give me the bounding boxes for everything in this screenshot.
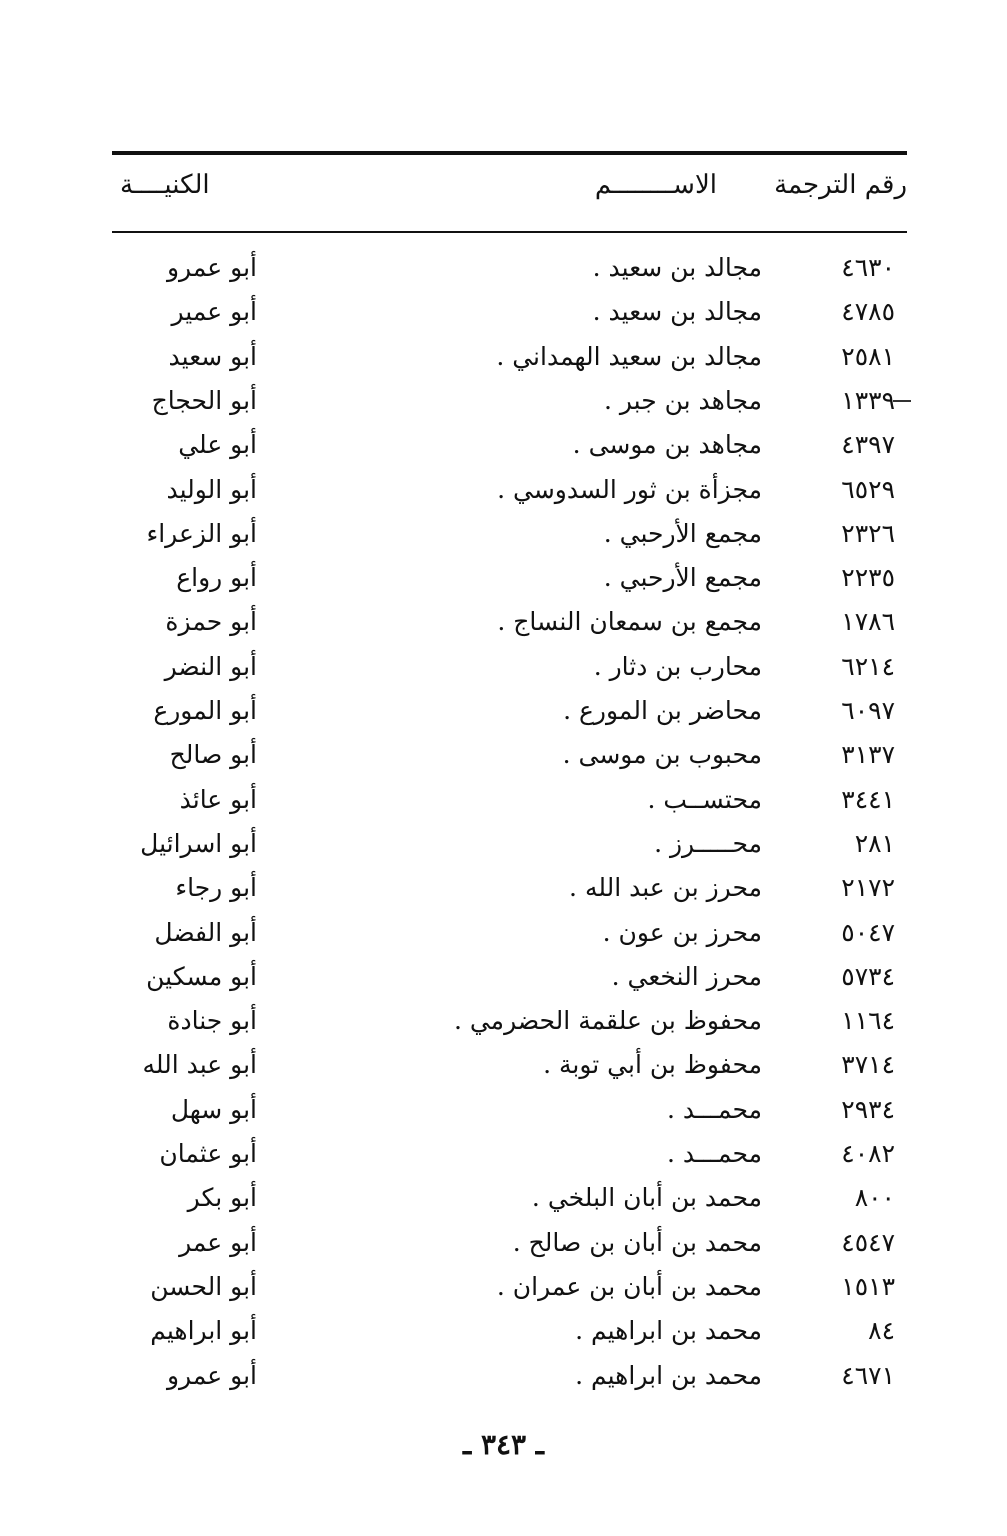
table-row — [0, 1309, 1007, 1353]
header-kunya: الكنيــــة — [120, 170, 210, 200]
entry-number: ٢١٧٢ — [841, 873, 895, 902]
entry-number: ٦٢١٤ — [841, 652, 895, 681]
entry-number: ٢٩٣٤ — [841, 1095, 895, 1124]
table-row — [0, 423, 1007, 467]
entry-kunya: أبو الوليد — [166, 475, 257, 504]
entry-name: محرز بن عبد الله . — [569, 873, 762, 902]
entry-name: محرز النخعي . — [611, 962, 762, 991]
entry-name: محمد بن أبان البلخي . — [531, 1183, 762, 1212]
table-row — [0, 1176, 1007, 1220]
entry-name: محمـــد . — [667, 1095, 762, 1124]
table-row — [0, 290, 1007, 334]
table-row — [0, 1043, 1007, 1087]
entry-kunya: أبو بكر — [187, 1183, 257, 1212]
table-row — [0, 246, 1007, 290]
entry-kunya: أبو الحجاج — [151, 386, 257, 415]
entry-name: مجالد بن سعيد . — [592, 253, 762, 282]
entry-number: ٣٤٤١ — [841, 785, 895, 814]
entry-number: ٢٢٣٥ — [841, 563, 895, 592]
entry-kunya: أبو عمرو — [166, 253, 257, 282]
entry-name: محـــــرز . — [654, 829, 762, 858]
entry-kunya: أبو عمر — [179, 1228, 257, 1257]
table-row — [0, 1221, 1007, 1265]
table-row — [0, 1088, 1007, 1132]
entry-name: مجاهد بن موسى . — [572, 430, 762, 459]
entry-name: مجزأة بن ثور السدوسي . — [497, 475, 762, 504]
table-row — [0, 468, 1007, 512]
entry-kunya: أبو سعيد — [168, 342, 257, 371]
entry-name: محمـــد . — [667, 1139, 762, 1168]
entry-number: ٤٣٩٧ — [841, 430, 895, 459]
entry-kunya: أبو سهل — [170, 1095, 257, 1124]
entry-name: محمد بن أبان بن عمران . — [496, 1272, 762, 1301]
table-row — [0, 689, 1007, 733]
table-row — [0, 556, 1007, 600]
entry-kunya: أبو المورع — [153, 696, 257, 725]
entry-number: ٨٤ — [868, 1316, 895, 1345]
entry-name: مجاهد بن جبر . — [603, 386, 762, 415]
entry-kunya: أبو ابراهيم — [150, 1316, 257, 1345]
entry-kunya: أبو رجاء — [175, 873, 257, 902]
entry-number: ٢٣٢٦ — [841, 519, 895, 548]
table-row — [0, 335, 1007, 379]
table-row — [0, 999, 1007, 1043]
entry-kunya: أبو عمرو — [166, 1361, 257, 1390]
entry-number: ١٣٣٩ — [841, 386, 895, 415]
table-row — [0, 379, 1007, 423]
entry-number: ٣٧١٤ — [841, 1050, 895, 1079]
entry-number: ٥٧٣٤ — [841, 962, 895, 991]
entry-kunya: أبو الزعراء — [146, 519, 257, 548]
entry-name: محفوظ بن أبي توبة . — [543, 1050, 762, 1079]
entry-number: ٢٨١ — [854, 829, 895, 858]
entry-name: مجمع الأرحبي . — [603, 563, 762, 592]
entry-name: مجمع بن سمعان النساج . — [497, 607, 762, 636]
table-row — [0, 911, 1007, 955]
entry-name: محمد بن ابراهيم . — [575, 1316, 762, 1345]
entry-name: مجالد بن سعيد الهمداني . — [496, 342, 762, 371]
entry-kunya: أبو حمزة — [165, 607, 257, 636]
entry-name: محمد بن أبان بن صالح . — [512, 1228, 762, 1257]
entry-number: ٤٠٨٢ — [841, 1139, 895, 1168]
entry-kunya: أبو عمير — [171, 297, 257, 326]
table-row — [0, 733, 1007, 777]
entry-kunya: أبو مسكين — [146, 962, 257, 991]
entry-kunya: أبو عبد الله — [142, 1050, 257, 1079]
page-number: ـ ٣٤٣ ـ — [462, 1428, 545, 1461]
entry-name: مجالد بن سعيد . — [592, 297, 762, 326]
entry-number: ١٥١٣ — [841, 1272, 895, 1301]
entry-number: ٢٥٨١ — [841, 342, 895, 371]
table-row — [0, 1132, 1007, 1176]
table-row — [0, 600, 1007, 644]
entry-number: ٨٠٠ — [854, 1183, 895, 1212]
entry-number: ٦٠٩٧ — [841, 696, 895, 725]
entry-kunya: أبو الفضل — [154, 918, 257, 947]
entry-kunya: أبو عائذ — [179, 785, 257, 814]
table-row — [0, 512, 1007, 556]
top-rule — [112, 151, 907, 155]
entry-name: محاضر بن المورع . — [563, 696, 762, 725]
entry-name: محرز بن عون . — [602, 918, 762, 947]
entry-kunya: أبو اسرائيل — [140, 829, 257, 858]
table-row — [0, 778, 1007, 822]
entry-kunya: أبو عثمان — [159, 1139, 257, 1168]
entry-kunya: أبو صالح — [169, 740, 257, 769]
entry-number: ٣١٣٧ — [841, 740, 895, 769]
entry-name: محتســب . — [647, 785, 762, 814]
header-name: الاســــــــم — [594, 170, 717, 200]
entry-name: محفوظ بن علقمة الحضرمي . — [453, 1006, 762, 1035]
entry-number: ٤٦٣٠ — [841, 253, 895, 282]
table-row — [0, 1265, 1007, 1309]
entry-name: محمد بن ابراهيم . — [575, 1361, 762, 1390]
table-row — [0, 866, 1007, 910]
entry-kunya: أبو النضر — [164, 652, 257, 681]
entry-kunya: أبو رواع — [176, 563, 257, 592]
entry-kunya: أبو جنادة — [167, 1006, 257, 1035]
table-row — [0, 1354, 1007, 1398]
entry-name: محارب بن دثار . — [593, 652, 762, 681]
table-row — [0, 645, 1007, 689]
entry-kunya: أبو الحسن — [150, 1272, 257, 1301]
header-rule — [112, 231, 907, 233]
entry-name: مجمع الأرحبي . — [603, 519, 762, 548]
entry-number: ١١٦٤ — [841, 1006, 895, 1035]
entry-number: ٤٥٤٧ — [841, 1228, 895, 1257]
entry-kunya: أبو علي — [178, 430, 257, 459]
entry-name: محبوب بن موسى . — [562, 740, 762, 769]
table-row — [0, 822, 1007, 866]
table-row — [0, 955, 1007, 999]
entry-number: ٤٧٨٥ — [841, 297, 895, 326]
header-number: رقم الترجمة — [774, 170, 907, 200]
entry-number: ٦٥٢٩ — [841, 475, 895, 504]
entry-number: ٥٠٤٧ — [841, 918, 895, 947]
entry-number: ١٧٨٦ — [841, 607, 895, 636]
entry-number: ٤٦٧١ — [841, 1361, 895, 1390]
